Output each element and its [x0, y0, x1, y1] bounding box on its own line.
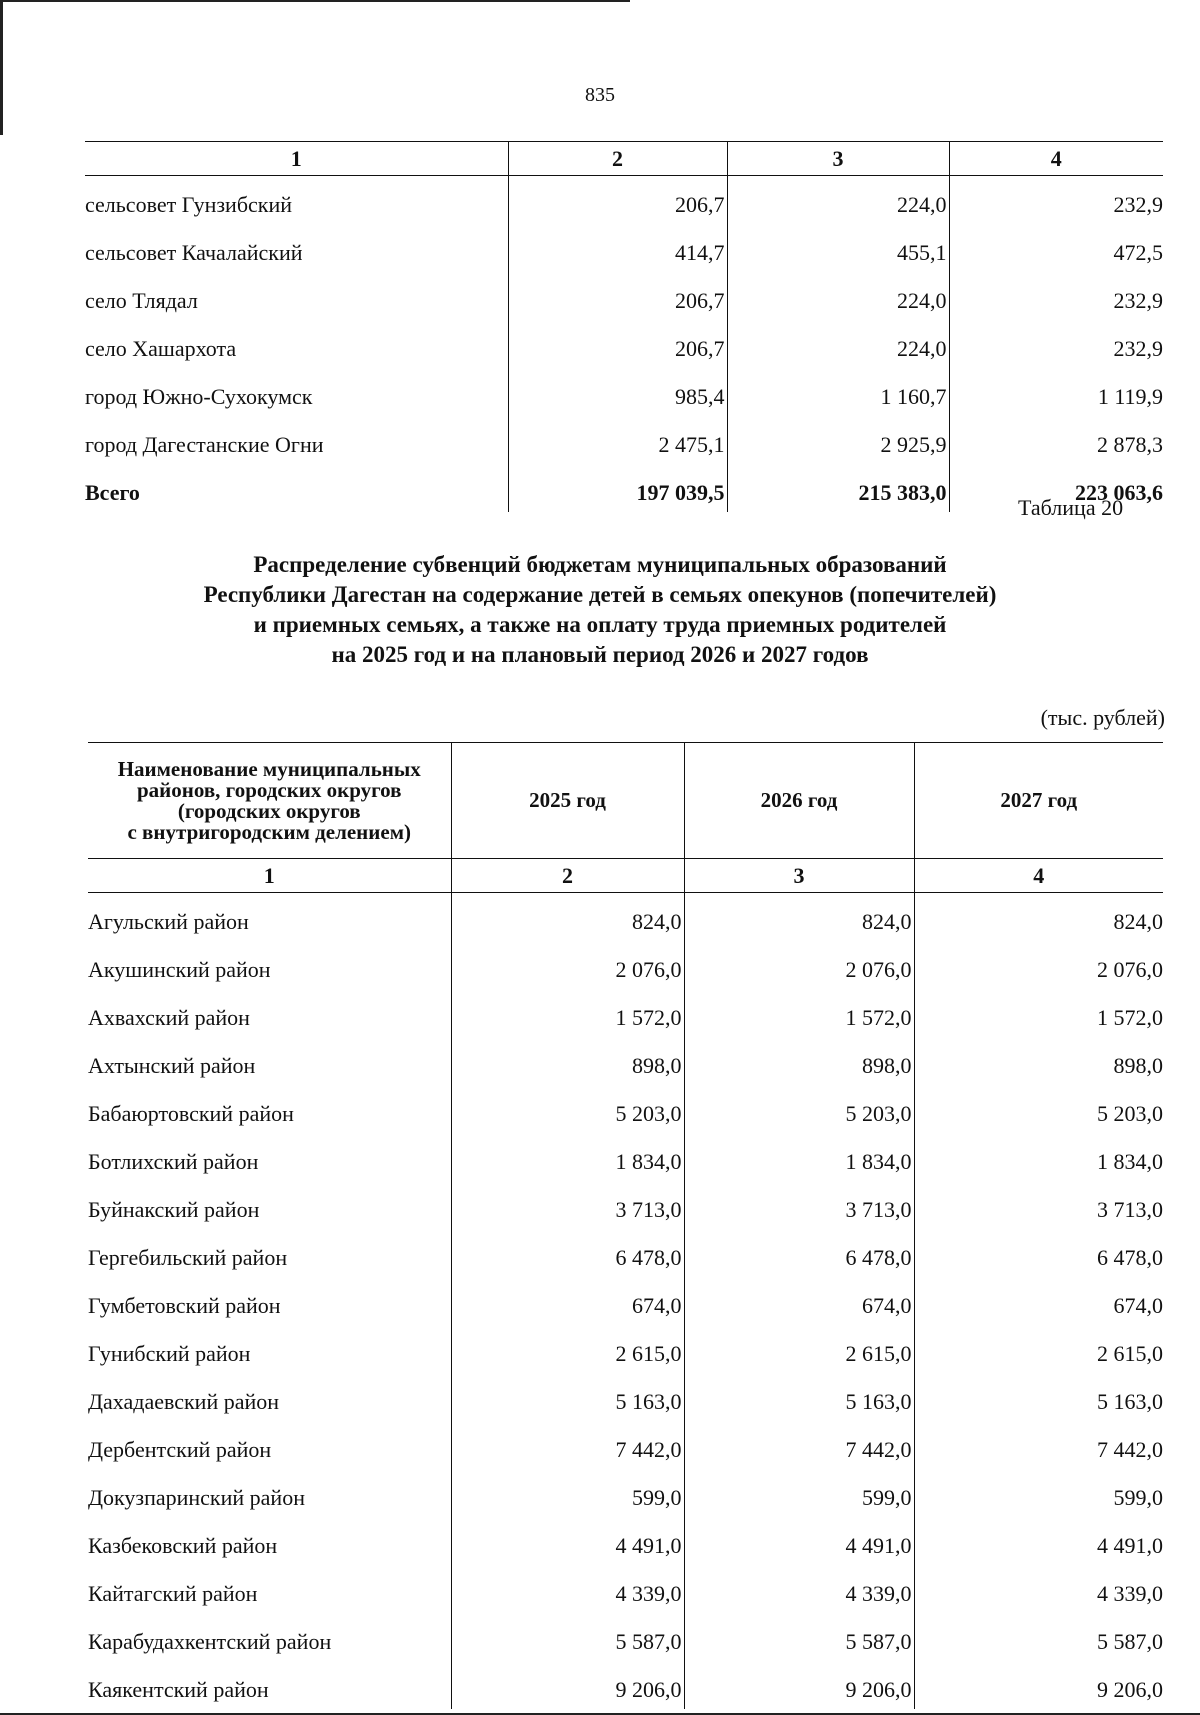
table-row: [88, 1085, 1163, 1133]
cell-2026: 4 339,0: [684, 1565, 914, 1613]
cell-2027: 4 491,0: [914, 1517, 1163, 1565]
cell-2027: 232,9: [949, 272, 1163, 320]
cell-name: Кайтагский район: [88, 1581, 258, 1606]
title-line: Республики Дагестан на содержание детей в семьях опекунов (попечителей): [203, 582, 997, 607]
cell-2027: 674,0: [914, 1277, 1163, 1325]
header-name-line: Наименование муниципальных: [117, 756, 421, 781]
table-row: [88, 1133, 1163, 1181]
continuation-row: [85, 320, 1163, 368]
continuation-column-numbers: [85, 142, 1163, 176]
cell-2025: 206,7: [508, 272, 727, 320]
cell-name: сельсовет Гунзибский: [85, 192, 293, 217]
cell-2027: 599,0: [914, 1469, 1163, 1517]
total-2025: 197 039,5: [508, 464, 727, 512]
cell-2026: 6 478,0: [684, 1229, 914, 1277]
page-number: 835: [585, 84, 615, 106]
cell-name: Дахадаевский район: [88, 1389, 280, 1414]
cell-name: село Хашархота: [85, 336, 237, 361]
cell-2025: 2 475,1: [508, 416, 727, 464]
cell-name: Карабудахкентский район: [88, 1629, 332, 1654]
cell-2025: 6 478,0: [451, 1229, 684, 1277]
column-numbers-row: [88, 859, 1163, 893]
cell-2026: 2 076,0: [684, 941, 914, 989]
cell-2025: 898,0: [451, 1037, 684, 1085]
cell-2025: 824,0: [451, 893, 684, 942]
scan-edge-left: [0, 0, 3, 135]
table-row: [88, 941, 1163, 989]
cell-2026: 2 615,0: [684, 1325, 914, 1373]
header-row: [88, 743, 1163, 859]
table-row: [88, 1469, 1163, 1517]
total-row: [85, 464, 1163, 512]
continuation-row: [85, 176, 1163, 225]
column-number: 1: [85, 142, 508, 176]
title-line: и приемных семьях, а также на оплату труда приемных родителей: [253, 612, 947, 637]
cell-2027: 5 587,0: [914, 1613, 1163, 1661]
table-row: [88, 1613, 1163, 1661]
cell-name: Ботлихский район: [88, 1149, 259, 1174]
column-number: 2: [451, 859, 684, 893]
cell-name: Казбековский район: [88, 1533, 278, 1558]
table-row: [88, 1517, 1163, 1565]
cell-2025: 414,7: [508, 224, 727, 272]
table-row: [88, 1037, 1163, 1085]
title-line: Распределение субвенций бюджетам муниципальных образований: [253, 552, 947, 577]
header-name-line: с внутригородским делением): [127, 819, 411, 844]
cell-2027: 5 163,0: [914, 1373, 1163, 1421]
cell-2025: 5 203,0: [451, 1085, 684, 1133]
cell-name: Дербентский район: [88, 1437, 272, 1462]
cell-2026: 2 925,9: [727, 416, 949, 464]
cell-2025: 5 163,0: [451, 1373, 684, 1421]
subvention-table: [88, 742, 1163, 1709]
cell-2027: 824,0: [914, 893, 1163, 942]
cell-2025: 1 834,0: [451, 1133, 684, 1181]
cell-2025: 2 615,0: [451, 1325, 684, 1373]
units-label: (тыс. рублей): [1040, 705, 1165, 730]
cell-2027: 2 878,3: [949, 416, 1163, 464]
cell-2027: 2 076,0: [914, 941, 1163, 989]
cell-2026: 4 491,0: [684, 1517, 914, 1565]
column-number: 1: [88, 859, 451, 893]
column-number: 3: [727, 142, 949, 176]
scan-edge-top: [0, 0, 630, 2]
header-2025: 2025 год: [451, 743, 684, 859]
cell-2025: 206,7: [508, 320, 727, 368]
header-2027: 2027 год: [914, 743, 1163, 859]
cell-2027: 232,9: [949, 320, 1163, 368]
cell-2025: 1 572,0: [451, 989, 684, 1037]
table-row: [88, 989, 1163, 1037]
cell-name: сельсовет Качалайский: [85, 240, 303, 265]
cell-name: Каякентский район: [88, 1677, 269, 1702]
cell-name: Буйнакский район: [88, 1197, 260, 1222]
cell-2026: 9 206,0: [684, 1661, 914, 1709]
cell-2026: 1 834,0: [684, 1133, 914, 1181]
cell-2025: 9 206,0: [451, 1661, 684, 1709]
cell-2027: 7 442,0: [914, 1421, 1163, 1469]
cell-2025: 2 076,0: [451, 941, 684, 989]
total-label: Всего: [85, 480, 140, 505]
cell-name: город Дагестанские Огни: [85, 432, 324, 457]
cell-2025: 4 339,0: [451, 1565, 684, 1613]
table-row: [88, 1325, 1163, 1373]
column-number: 3: [684, 859, 914, 893]
cell-2025: 674,0: [451, 1277, 684, 1325]
header-name-line: (городских округов: [177, 798, 361, 823]
cell-2026: 599,0: [684, 1469, 914, 1517]
cell-2025: 7 442,0: [451, 1421, 684, 1469]
cell-2025: 5 587,0: [451, 1613, 684, 1661]
continuation-row: [85, 416, 1163, 464]
cell-2027: 3 713,0: [914, 1181, 1163, 1229]
total-2027: 223 063,6: [949, 464, 1163, 512]
cell-2025: 4 491,0: [451, 1517, 684, 1565]
table-row: [88, 1661, 1163, 1709]
cell-2027: 1 834,0: [914, 1133, 1163, 1181]
table-row: [88, 1229, 1163, 1277]
cell-2027: 5 203,0: [914, 1085, 1163, 1133]
cell-2026: 7 442,0: [684, 1421, 914, 1469]
cell-2027: 9 206,0: [914, 1661, 1163, 1709]
cell-2026: 224,0: [727, 320, 949, 368]
cell-name: Бабаюртовский район: [88, 1101, 294, 1126]
header-name-line: районов, городских округов: [136, 777, 402, 802]
continuation-row: [85, 224, 1163, 272]
continuation-row: [85, 272, 1163, 320]
header-2026: 2026 год: [684, 743, 914, 859]
continuation-row: [85, 368, 1163, 416]
column-number: 4: [914, 859, 1163, 893]
continuation-table: [85, 141, 1163, 512]
cell-name: Акушинский район: [88, 957, 271, 982]
cell-2026: 1 572,0: [684, 989, 914, 1037]
cell-name: Гергебильский район: [88, 1245, 288, 1270]
column-number: 4: [949, 142, 1163, 176]
title-line: на 2025 год и на плановый период 2026 и 2027 годов: [331, 642, 869, 667]
cell-2025: 3 713,0: [451, 1181, 684, 1229]
cell-2026: 898,0: [684, 1037, 914, 1085]
cell-name: город Южно-Сухокумск: [85, 384, 313, 409]
table-label: Таблица 20: [1018, 495, 1124, 520]
cell-2027: 232,9: [949, 176, 1163, 225]
cell-name: Ахвахский район: [88, 1005, 250, 1030]
table-row: [88, 1277, 1163, 1325]
cell-name: Гунибский район: [88, 1341, 251, 1366]
column-number: 2: [508, 142, 727, 176]
cell-name: Ахтынский район: [88, 1053, 256, 1078]
cell-name: Агульский район: [88, 909, 249, 934]
cell-2027: 4 339,0: [914, 1565, 1163, 1613]
cell-2026: 5 587,0: [684, 1613, 914, 1661]
table-row: [88, 893, 1163, 942]
cell-2026: 674,0: [684, 1277, 914, 1325]
header-name: [88, 743, 451, 859]
cell-2026: 224,0: [727, 272, 949, 320]
cell-2026: 1 160,7: [727, 368, 949, 416]
cell-2025: 206,7: [508, 176, 727, 225]
table-title: [100, 550, 1100, 670]
cell-2026: 5 163,0: [684, 1373, 914, 1421]
cell-name: село Тлядал: [85, 288, 198, 313]
total-2026: 215 383,0: [727, 464, 949, 512]
table-row: [88, 1181, 1163, 1229]
cell-2026: 3 713,0: [684, 1181, 914, 1229]
cell-2027: 1 572,0: [914, 989, 1163, 1037]
table-row: [88, 1373, 1163, 1421]
cell-2025: 599,0: [451, 1469, 684, 1517]
cell-name: Докузпаринский район: [88, 1485, 305, 1510]
table-row: [88, 1421, 1163, 1469]
cell-2027: 6 478,0: [914, 1229, 1163, 1277]
cell-2026: 5 203,0: [684, 1085, 914, 1133]
cell-name: Гумбетовский район: [88, 1293, 281, 1318]
cell-2027: 2 615,0: [914, 1325, 1163, 1373]
cell-2027: 1 119,9: [949, 368, 1163, 416]
cell-2025: 985,4: [508, 368, 727, 416]
table-row: [88, 1565, 1163, 1613]
cell-2027: 898,0: [914, 1037, 1163, 1085]
cell-2026: 224,0: [727, 176, 949, 225]
cell-2027: 472,5: [949, 224, 1163, 272]
cell-2026: 824,0: [684, 893, 914, 942]
cell-2026: 455,1: [727, 224, 949, 272]
